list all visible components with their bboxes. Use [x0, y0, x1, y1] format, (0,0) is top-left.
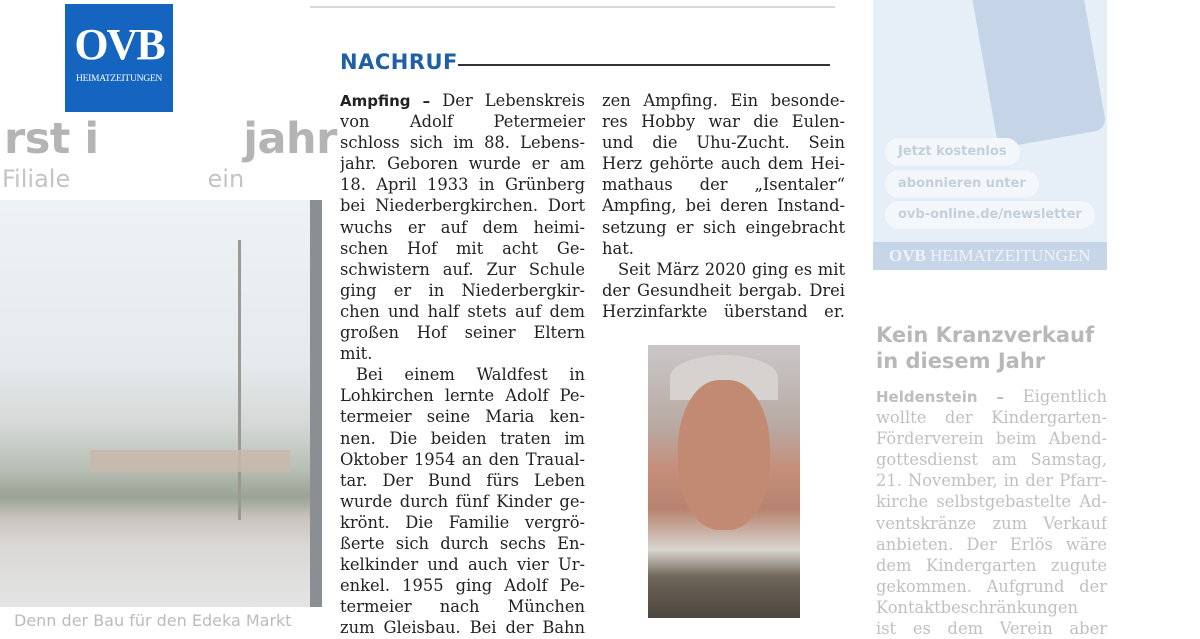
text-line — [340, 449, 585, 470]
line-text: großen Hof seiner Eltern — [340, 323, 585, 343]
line-text: wurde durch fünf Kinder ge- — [340, 491, 585, 511]
text-line — [340, 301, 585, 322]
line-text: Herz gehörte auch dem Hei- — [602, 154, 845, 174]
text-line — [876, 407, 1107, 428]
text-line — [876, 576, 1107, 597]
line-text: gottesdienst am Samstag, — [876, 450, 1107, 470]
line-text: 18. April 1933 in Grünberg — [340, 175, 585, 195]
text-line — [602, 111, 845, 132]
top-rule — [310, 6, 835, 8]
text-line — [340, 406, 585, 427]
portrait-photo — [648, 345, 800, 618]
line-text: Oktober 1954 an den Traual- — [340, 449, 585, 469]
line-text: chen und half stets auf dem — [340, 301, 585, 321]
line-text: Ampfing, bei deren Instand- — [602, 196, 845, 216]
section-kicker: NACHRUF — [340, 50, 458, 74]
line-text: termeier seine Maria ken- — [340, 407, 585, 427]
line-text: Kontaktbeschränkungen — [876, 597, 1079, 617]
line-text: enkel. 1955 ging Adolf Pe- — [340, 576, 585, 596]
logo-tagline: HEIMATZEITUNGEN — [75, 73, 163, 84]
line-text: gekommen. Aufgrund der — [876, 576, 1107, 596]
line-text: kirche selbstgebastelte Ad- — [876, 492, 1107, 512]
text-line — [876, 555, 1107, 576]
text-line — [340, 280, 585, 301]
left-subhead: Filiale ein — [2, 165, 245, 193]
title-line: in diesem Jahr — [876, 349, 1046, 373]
text-line — [602, 301, 845, 322]
line-text: schwistern auf. Zur Schule — [340, 259, 585, 279]
text-line — [340, 385, 585, 406]
line-text: Seit März 2020 ging es mit — [618, 259, 845, 279]
line-text: bei Niederbergkirchen. Dort — [340, 196, 585, 216]
ovb-logo — [65, 4, 173, 112]
tree-shape — [238, 240, 241, 520]
line-text: Der Lebenskreis — [442, 91, 585, 110]
title-line: Kein Kranzverkauf — [876, 323, 1095, 347]
obituary-column-2 — [602, 90, 845, 322]
text-line — [340, 512, 585, 533]
right-article-body — [876, 386, 1107, 639]
ad-brand-rest: HEIMATZEITUNGEN — [925, 246, 1091, 265]
text-line — [602, 195, 845, 216]
face-shape — [678, 380, 770, 530]
text-line — [340, 153, 585, 174]
line-text: ging er in Niederbergkir- — [340, 280, 585, 300]
line-text: der Gesundheit bergab. Drei — [602, 280, 845, 300]
text-line — [340, 90, 585, 111]
text-line — [340, 111, 585, 132]
text-line — [340, 195, 585, 216]
line-text: kelkinder und auch vier Ur- — [340, 555, 585, 575]
line-text: jahr. Geboren wurde er am — [340, 154, 585, 174]
text-line — [602, 280, 845, 301]
line-text: dem Kindergarten zugute — [876, 555, 1107, 575]
line-text: mit. — [340, 344, 373, 364]
line-text: Eigentlich — [1022, 387, 1107, 406]
right-article-title — [876, 322, 1094, 374]
phone-icon — [969, 0, 1107, 148]
text-line — [876, 491, 1107, 512]
line-text: hat. — [602, 238, 634, 258]
text-line — [340, 554, 585, 575]
line-text: zen Ampfing. Ein besonde- — [602, 91, 845, 110]
houses-shape — [90, 450, 290, 472]
line-text: und die Uhu-Zucht. Sein — [602, 133, 845, 153]
text-line — [876, 386, 1107, 407]
newsletter-ad[interactable] — [873, 0, 1107, 270]
text-line — [340, 470, 585, 491]
line-text: tar. Der Bund fürs Leben — [340, 470, 585, 490]
line-text: zum Gleisbau. Bei der Bahn — [340, 618, 585, 638]
text-line — [340, 343, 585, 364]
text-line — [602, 153, 845, 174]
text-line — [876, 449, 1107, 470]
line-text: termeier nach München — [340, 597, 585, 617]
landscape-photo — [0, 200, 322, 607]
line-text: Herzinfarkte überstand er. — [602, 301, 845, 321]
text-line — [340, 428, 585, 449]
line-text: res Hobby war die Eulen- — [602, 112, 845, 132]
text-line — [340, 617, 585, 638]
dateline: Ampfing – — [340, 92, 443, 110]
line-text: wollte der Kindergarten- — [876, 408, 1107, 428]
ad-line: ovb-online.de/newsletter — [885, 201, 1095, 229]
line-text: schen Hof mit acht Ge- — [340, 238, 585, 258]
text-line — [602, 217, 845, 238]
text-line — [340, 217, 585, 238]
line-text: Lohkirchen lernte Adolf Pe- — [340, 386, 585, 406]
line-text: ßerte sich durch sechs En- — [340, 533, 585, 553]
ad-line: Jetzt kostenlos — [885, 138, 1020, 166]
line-text: Bei einem Waldfest in — [356, 365, 585, 385]
text-line — [340, 259, 585, 280]
line-text: krönt. Die Familie vergrö- — [340, 512, 585, 532]
text-line — [602, 90, 845, 111]
text-line — [876, 597, 1107, 618]
text-line — [602, 238, 845, 259]
text-line — [340, 364, 585, 385]
text-line — [602, 174, 845, 195]
line-text: nen. Die beiden traten im — [340, 428, 585, 448]
line-text: 21. November, in der Pfarr- — [876, 471, 1107, 491]
line-text: ventskränze zum Verkauf — [876, 513, 1107, 533]
text-line — [876, 513, 1107, 534]
text-line — [340, 533, 585, 554]
left-headline: rst i jahr — [4, 114, 337, 164]
obituary-column-1 — [340, 90, 585, 638]
line-text: anbieten. Der Erlös wäre — [876, 534, 1107, 554]
photo-edge — [310, 200, 322, 607]
text-line — [876, 534, 1107, 555]
line-text: wuchs er auf dem heimi- — [340, 217, 585, 237]
line-text: schloss sich im 88. Lebens- — [340, 133, 585, 153]
text-line — [340, 174, 585, 195]
ad-brand-bar — [873, 242, 1107, 270]
text-line — [876, 428, 1107, 449]
logo-name: OVB — [74, 20, 164, 69]
text-line — [340, 491, 585, 512]
line-text: setzung er sich eingebracht — [602, 217, 845, 237]
text-line — [876, 618, 1107, 639]
line-text: Förderverein beim Abend- — [876, 429, 1107, 449]
ad-brand-bold: OVB — [889, 246, 926, 265]
text-line — [340, 322, 585, 343]
text-line — [602, 259, 845, 280]
line-text: ist es dem Verein aber — [876, 619, 1107, 639]
text-line — [340, 575, 585, 596]
text-line — [602, 132, 845, 153]
line-text: von Adolf Petermeier — [340, 112, 585, 132]
text-line — [876, 470, 1107, 491]
line-text: mathaus der „Isentaler“ — [602, 175, 845, 195]
text-line — [340, 238, 585, 259]
kicker-rule — [458, 64, 830, 66]
photo-caption: Denn der Bau für den Edeka Markt — [14, 611, 292, 630]
dateline: Heldenstein – — [876, 388, 1023, 406]
text-line — [340, 132, 585, 153]
text-line — [340, 596, 585, 617]
ad-line: abonnieren unter — [885, 170, 1039, 198]
